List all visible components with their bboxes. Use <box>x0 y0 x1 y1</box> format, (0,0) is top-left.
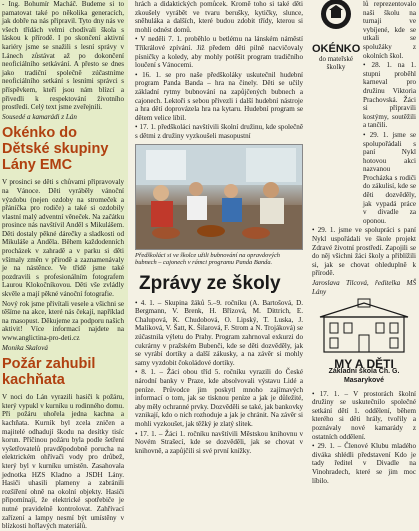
right-bottom-bullet: • 29. 1. – Členové Klubu mladého diváka shlédli představení Kdo je tady ředitel v Divadle na Vinohradech, které se jim moc líbilo. <box>312 442 416 485</box>
ds-signature: Monika Skalová <box>2 343 48 352</box>
pozar-paragraph: V noci do Lán vyrazili hasiči k požáru, který vypukl v kurníku u rodinného domu. Při požáru uhořela jedna kachna a kachňata. Kurník byl zcela zničen a majitelé odhadují škodu na desítky tisíc korun. Příčinou požáru byla podle šetření vyšetřovatelů pravděpodobně porucha na elektrickém ohřívači vody pro drůbež, který byl v kurníku umístěn. Zasahovala jednotka HZS Kladno a JSDH Lány. Hasiči uhasili plameny a zabránili rozšíření ohně na okolní objekty. Hasiči připomínají, že elektrické spotřebiče je nutné pravidelně kontrolovat. Zahřívací zařízení a lampy nesmí být umístěny v blízkosti hořlavých materiálů. <box>2 393 124 531</box>
heading-ds-lany: Okénko do Dětské skupiny Lány EMC <box>2 125 109 174</box>
news-item: • 17. 1. – Žáci 1. ročníku navštívili Městskou knihovnu v Novém Strašecí, kde se dozvěděli, jak se chovat v knihovně, a zapůjčili si své první knížky. <box>135 429 303 455</box>
left-column <box>0 0 128 531</box>
ds-paragraph-2: Nový rok jsme přivítali vesele a všichni se těšíme na akce, které nás čekají, například na masopust. Děkujeme za podporu našich aktivit! Více informací najdete na www.anglictina-pro-deti.cz <box>2 299 124 342</box>
school-building-image <box>312 299 416 357</box>
mid-paragraph-4: • 17. 1. předškoláci navštívili školní družinu, kde společně s dětmi z družiny vyzkoušeli masopustní <box>135 123 303 140</box>
right-bullet: • 28. 1. na 1. stupni proběhl karneval pro družinu Viktoria Prachovská. Žáci si připravili kostýmy, soutěžili a tančili. <box>363 61 416 130</box>
right-bullet: lů reprezentovalo naši školu na turnaji ve vybíjené, kde se utkali se spolužáky z okolních škol. <box>363 0 416 60</box>
news-item: • 8. 1. – Žáci obou tříd 5. ročníku vyrazili do České národní banky v Praze, kde absolvovali výstavu Lidé a peníze. Průvodce jim poskytl mnoho zajímavých informací o tom, jak se tisknou peníze a jak je důležité, aby měly ochranné prvky. Dozvěděli se také, jak bankovky vznikají, kdo o nich rozhoduje a jak je chránit. Na závěr si mohli vyzkoušet, jak těžký je zlatý slitek. <box>135 368 303 428</box>
okenko-title: OKÉNKO <box>312 42 361 55</box>
mid-paragraph-1: hrách a didaktických pomůcek. Kromě toho si také děti zkoušely vyrábět ve tvaru berušky, kytičky, slunce, sněhuláka a dalších, které budou zdobit třídy, kterou si mohli odnést domů. <box>135 0 303 34</box>
photo-children-drumming <box>135 144 303 250</box>
my-a-deti-title: MY A DĚTI <box>334 356 394 371</box>
left-top-paragraph: - Ing. Bohumír Macháč. Budeme si to pamatovat také po několika generacích, jak dobře na nás připravil. Tyto dny nás ve všech třídách velmi chodívali škola s láskou k přírodě. I po skončení aktivní kariéry jsme se snažili s lesní správy v Lánech zůstávat až po dokončení neoficiálního setkávání. A přesto se dnes jako tradiční společně zúčastníme neoficiálního setkání s lesními správci s příspěvkem, kteří jsou nám blízcí a přivedli k respektování životního prostředí. Celý text jsme zveřejnili. <box>2 0 124 112</box>
news-item: • 4. 1. – Skupina žáků 5.–9. ročníku (A. Bartošová, D. Bergmann, V. Brenk, H. Břízová, M. Dittrich, E. Chalupová, K. Chudobová, O. Lipský, T. Luska, J. Malíková, V. Šatt, K. Šilarová, F. Strom a N. Trojáková) se zúčastnila výletu do Prahy. Program zahrnoval exkurzi do cukrárny v pražském Bubenči, kde se děti dozvěděly, jak se vyrábí dortíky a další zákusky, a na závěr si mohly samy vyzdobit čokoládové dortíky. <box>135 298 303 367</box>
heading-pozar: Požár zahubil kachňata <box>2 356 96 389</box>
right-top-text <box>363 0 416 226</box>
right-paragraph: • 29. 1. jsme ve spolupráci s paní Nykl uspořádali ve škole projekt Zdravé životní prostředí. Zapojili se do něj všichni žáci školy a přiblížili si, jak se chovat ohleduplně k přírodě. <box>312 226 416 278</box>
my-a-deti-subtitle: Základní škola Ch. G. Masarykové <box>328 368 400 384</box>
middle-column <box>132 0 306 455</box>
kindergarten-seal-icon <box>313 0 359 38</box>
school-building-icon <box>314 299 414 354</box>
photo-caption: Předškoláci si ve školce užili bubnování na opravdových bubnech – cajonech v rámci programu Panda Banda. <box>135 251 280 267</box>
left-top-signature: Sousedé a kamarádi z Lán <box>2 112 77 121</box>
okenko-subtitle: do mateřské školky <box>318 54 353 71</box>
school-news-list <box>135 299 303 456</box>
right-column <box>309 0 419 485</box>
heading-zpravy-ze-skoly: Zprávy ze školy <box>139 272 281 294</box>
okenko-logo-block <box>312 0 360 220</box>
photo-illustration <box>136 145 302 249</box>
ds-paragraph-1: V prosinci se děti s chůvami připravovaly na Vánoce. Děti vyráběly vánoční výzdobu (nejen ozdoby na stromeček a přáníčka pro rodiče) a také si ozdobily vlastní malý adventní věneček. Na začátku prosince nás navštívil Anděl s Mikulášem. Děti dostaly pěkné dárečky a sladkosti od Mikuláše a Anděla. Během každodenních procházek v zahradě a v parku si děti všímaly změn v přírodě a zaznamenávaly je na nástěnce. Ve třídě jsme také pozdravili s profesionálním fotografem Laurou Klokočníkovou. Děti vše zvládly skvěle a mají pěkné vánoční fotografie. <box>2 178 124 299</box>
right-signature: Jaroslava Tilcová, ředitelka MŠ Lány <box>312 279 416 296</box>
mid-paragraph-3: • 16. 1. se pro naše předškoláky uskutečnil hudební program Panda Banda – hra na činely. Děti se učily základní rytmy bubnování na zapůjčených bubnech a cajonech. Lektoři s sebou přivezli i další hudební nástroje a hra dětí doprovázela hra na kytaru. Hudební program se dětem velice líbil. <box>135 70 303 122</box>
right-bullet: • 29. 1. jsme se spolupořádali s paní Nykl hotovou akci nazvanou Procházka s rodiči do zákulisí, kde se děti dozvěděly, jak vypadá práce v divadle za oponou. <box>363 130 416 225</box>
mid-paragraph-2: • V neděli 7. 1. proběhlo u betlému na lánském náměstí Tříkrálové zpívání. Již předem děti pilně nacvičovaly písničky a koledy, aby mohly potěšit program tradičního loučení s Vánocemi. <box>135 35 303 70</box>
right-bottom-bullet: • 17. 1. – V prostorách školní družiny se uskutečnilo společné setkání dětí 1. oddělení, během kterého si děti hrály, tvořily a poznávaly nové kamarády z ostatních oddělení. <box>312 389 416 441</box>
